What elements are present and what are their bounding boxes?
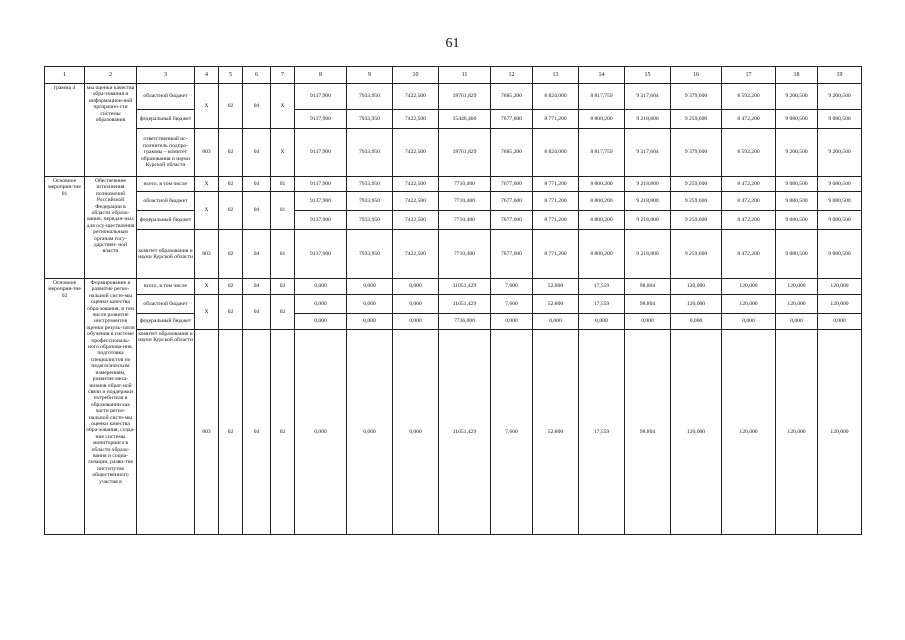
budget-table: [44, 66, 862, 535]
amount-cell: 9137,900: [295, 177, 347, 192]
amount-cell: 17,559: [579, 330, 625, 535]
amount-cell: 120,000: [671, 279, 722, 295]
budget-code-c4: Х: [195, 295, 219, 330]
funding-source: ответственный ис-полнитель подпро-граммы – комитет образования и науки Курской области: [137, 129, 195, 177]
amount-cell: 0,000: [579, 314, 625, 330]
budget-code-c7: 01: [271, 177, 295, 192]
amount-cell: 8 771,200: [533, 177, 579, 192]
funding-source: всего, в том числе: [137, 279, 195, 295]
amount-cell: 9 080,500: [818, 177, 862, 192]
amount-cell: 7685,200: [491, 129, 533, 177]
budget-code-c7: Х: [271, 84, 295, 129]
amount-cell: 0,000: [818, 314, 862, 330]
amount-cell: 9137,900: [295, 230, 347, 279]
amount-cell: 7422,500: [393, 177, 439, 192]
amount-cell: 9 379,600: [671, 129, 722, 177]
column-header: 3: [137, 67, 195, 84]
budget-code-c4: Х: [195, 177, 219, 192]
column-header: 9: [347, 67, 393, 84]
budget-code-c7: 02: [271, 295, 295, 330]
amount-cell: 9 218,800: [625, 192, 671, 211]
amount-cell: 8 800,200: [579, 211, 625, 230]
amount-cell: 9 080,500: [818, 192, 862, 211]
amount-cell: 7933,950: [347, 84, 393, 110]
program-code: грамма 4: [45, 84, 85, 177]
amount-cell: 7,600: [491, 330, 533, 535]
budget-code-c5: 02: [219, 330, 243, 535]
budget-code-c6: 04: [243, 295, 271, 330]
amount-cell: 120,000: [776, 279, 818, 295]
amount-cell: 7422,500: [393, 192, 439, 211]
amount-cell: 0,000: [533, 314, 579, 330]
amount-cell: 9 200,500: [776, 129, 818, 177]
amount-cell: 0,000: [393, 314, 439, 330]
amount-cell: 8 800,200: [579, 110, 625, 129]
amount-cell: 9 218,800: [625, 211, 671, 230]
amount-cell: 18761,829: [439, 129, 491, 177]
table-row: [45, 192, 862, 211]
column-header: 18: [776, 67, 818, 84]
amount-cell: 8 472,200: [722, 192, 776, 211]
amount-cell: 9 259,600: [671, 177, 722, 192]
budget-code-c4: 803: [195, 330, 219, 535]
amount-cell: 9 259,600: [671, 192, 722, 211]
table-row: [45, 211, 862, 230]
amount-cell: 17,559: [579, 295, 625, 314]
page-number: 61: [445, 36, 460, 51]
program-description: Формирование и развитие регио-нальной систе-мы оценки качества обра-зования, в том числе развитие инструментов оценки резуль-татов обучения в системе профессиональ-ного образова-ния, подготовка специалистов по педагогическим измерениям, развитие меха-низмов обрат-ной связи и поддержки потребителя в образовании как части регио-нальной систе-мы оценки качества обра-зования, созда-ние системы мониторинга в области образо-вания и социа-лизации, разви-тие институтов общественного участия в: [85, 279, 137, 535]
amount-cell: 11051,429: [439, 279, 491, 295]
amount-cell: 120,000: [776, 295, 818, 314]
amount-cell: 9 080,500: [776, 110, 818, 129]
funding-source: областной бюджет: [137, 192, 195, 211]
amount-cell: 7710,400: [439, 177, 491, 192]
amount-cell: 9137,900: [295, 110, 347, 129]
amount-cell: 0,000: [295, 279, 347, 295]
table-row: [45, 314, 862, 330]
amount-cell: 7677,600: [491, 177, 533, 192]
budget-code-c5: 02: [219, 192, 243, 230]
amount-cell: 18761,829: [439, 84, 491, 110]
funding-source: всего, в том числе: [137, 177, 195, 192]
column-header: 6: [243, 67, 271, 84]
amount-cell: 11051,429: [439, 330, 491, 535]
amount-cell: 7422,500: [393, 110, 439, 129]
column-header: 12: [491, 67, 533, 84]
table-row: [45, 177, 862, 192]
amount-cell: 120,000: [722, 330, 776, 535]
amount-cell: 7677,600: [491, 230, 533, 279]
amount-cell: 7933,950: [347, 192, 393, 211]
amount-cell: 9 218,800: [625, 177, 671, 192]
column-header: 4: [195, 67, 219, 84]
budget-code-c5: 02: [219, 279, 243, 295]
budget-code-c5: 02: [219, 84, 243, 129]
budget-code-c6: 04: [243, 230, 271, 279]
amount-cell: 0,000: [671, 314, 722, 330]
funding-source: федеральный бюджет: [137, 314, 195, 330]
amount-cell: 7422,500: [393, 211, 439, 230]
budget-code-c7: 02: [271, 279, 295, 295]
amount-cell: 8 800,200: [579, 230, 625, 279]
table-row: [45, 330, 862, 535]
column-header: 13: [533, 67, 579, 84]
amount-cell: 0,000: [776, 314, 818, 330]
budget-code-c5: 02: [219, 177, 243, 192]
amount-cell: 7,600: [491, 295, 533, 314]
column-header: 17: [722, 67, 776, 84]
amount-cell: 52,800: [533, 295, 579, 314]
amount-cell: 120,000: [776, 330, 818, 535]
budget-code-c6: 04: [243, 330, 271, 535]
amount-cell: 9 200,500: [818, 84, 862, 110]
amount-cell: 8 592,200: [722, 84, 776, 110]
amount-cell: 120,000: [818, 279, 862, 295]
funding-source: областной бюджет: [137, 84, 195, 110]
amount-cell: 7677,600: [491, 211, 533, 230]
amount-cell: 9 259,600: [671, 110, 722, 129]
column-header: 8: [295, 67, 347, 84]
amount-cell: 9137,900: [295, 84, 347, 110]
amount-cell: 8 824,000: [533, 129, 579, 177]
amount-cell: 7685,200: [491, 84, 533, 110]
amount-cell: 9 080,500: [818, 211, 862, 230]
amount-cell: 9 080,500: [776, 177, 818, 192]
header-row: [45, 67, 862, 84]
amount-cell: 9 317,604: [625, 129, 671, 177]
column-header: 16: [671, 67, 722, 84]
funding-source: областной бюджет: [137, 295, 195, 314]
budget-code-c5: 02: [219, 129, 243, 177]
amount-cell: 9 317,604: [625, 84, 671, 110]
amount-cell: 7710,400: [439, 192, 491, 211]
table-row: [45, 279, 862, 295]
amount-cell: 7422,500: [393, 84, 439, 110]
budget-code-c4: Х: [195, 84, 219, 129]
amount-cell: 98,804: [625, 279, 671, 295]
budget-code-c6: 04: [243, 177, 271, 192]
amount-cell: 120,000: [818, 295, 862, 314]
program-description: Обеспечение исполнения полномочий Российской Федерации в области образо-вания, передан-ных для осу-ществления региональным органам госу-дарствен- ной власти: [85, 177, 137, 279]
budget-code-c6: 04: [243, 279, 271, 295]
budget-code-c4: Х: [195, 279, 219, 295]
amount-cell: 7710,400: [439, 230, 491, 279]
amount-cell: 120,000: [671, 295, 722, 314]
amount-cell: 9 080,500: [776, 230, 818, 279]
amount-cell: 15446,400: [439, 110, 491, 129]
amount-cell: 9 080,500: [818, 230, 862, 279]
amount-cell: 52,800: [533, 330, 579, 535]
amount-cell: 0,000: [295, 295, 347, 314]
budget-code-c6: 04: [243, 192, 271, 230]
amount-cell: 8 592,200: [722, 129, 776, 177]
column-header: 2: [85, 67, 137, 84]
budget-code-c4: Х: [195, 192, 219, 230]
funding-source: федеральный бюджет: [137, 211, 195, 230]
amount-cell: 9 379,600: [671, 84, 722, 110]
column-header: 5: [219, 67, 243, 84]
amount-cell: 0,000: [491, 314, 533, 330]
amount-cell: 7677,600: [491, 192, 533, 211]
amount-cell: 120,000: [671, 330, 722, 535]
amount-cell: 7422,500: [393, 230, 439, 279]
funding-source: федеральный бюджет: [137, 110, 195, 129]
budget-code-c5: 02: [219, 295, 243, 330]
table-row: [45, 230, 862, 279]
amount-cell: 0,000: [347, 295, 393, 314]
amount-cell: 8 800,200: [579, 192, 625, 211]
amount-cell: 7422,500: [393, 129, 439, 177]
amount-cell: 9137,900: [295, 129, 347, 177]
amount-cell: 9 218,800: [625, 110, 671, 129]
amount-cell: 0,000: [295, 330, 347, 535]
budget-code-c5: 02: [219, 230, 243, 279]
amount-cell: 11051,429: [439, 295, 491, 314]
amount-cell: 0,000: [393, 295, 439, 314]
amount-cell: 0,000: [295, 314, 347, 330]
amount-cell: 8 472,200: [722, 230, 776, 279]
amount-cell: 8 771,200: [533, 230, 579, 279]
amount-cell: 0,000: [625, 314, 671, 330]
column-header: 11: [439, 67, 491, 84]
amount-cell: 9 080,500: [776, 192, 818, 211]
amount-cell: 8 800,200: [579, 177, 625, 192]
program-description: мы оценки качества обра-зования и информацион-ной прозрачно-сти системы образования: [85, 84, 137, 177]
amount-cell: 9 080,500: [776, 211, 818, 230]
budget-code-c7: 01: [271, 230, 295, 279]
funding-source: комитет образования и науки Курской области: [137, 230, 195, 279]
table-row: [45, 84, 862, 110]
amount-cell: 8 472,200: [722, 177, 776, 192]
amount-cell: 120,000: [722, 279, 776, 295]
amount-cell: 0,000: [347, 279, 393, 295]
amount-cell: 7933,950: [347, 177, 393, 192]
amount-cell: 0,000: [393, 279, 439, 295]
amount-cell: 0,000: [347, 330, 393, 535]
amount-cell: 0,000: [347, 314, 393, 330]
table-row: [45, 110, 862, 129]
amount-cell: 17,559: [579, 279, 625, 295]
amount-cell: 8 824,000: [533, 84, 579, 110]
amount-cell: 9 200,500: [818, 129, 862, 177]
budget-code-c7: Х: [271, 129, 295, 177]
amount-cell: 8 817,759: [579, 129, 625, 177]
budget-code-c7: 01: [271, 192, 295, 230]
amount-cell: 0,000: [393, 330, 439, 535]
column-header: 14: [579, 67, 625, 84]
amount-cell: 8 472,200: [722, 110, 776, 129]
amount-cell: 7736,000: [439, 314, 491, 330]
amount-cell: 9 259,600: [671, 230, 722, 279]
amount-cell: 0,000: [722, 314, 776, 330]
amount-cell: 9 218,800: [625, 230, 671, 279]
amount-cell: 120,000: [722, 295, 776, 314]
program-code: Основное мероприя-тие 02: [45, 279, 85, 535]
amount-cell: 9 259,600: [671, 211, 722, 230]
amount-cell: 7933,950: [347, 129, 393, 177]
budget-code-c6: 04: [243, 84, 271, 129]
amount-cell: 9137,900: [295, 211, 347, 230]
column-header: 7: [271, 67, 295, 84]
column-header: 1: [45, 67, 85, 84]
table-row: [45, 295, 862, 314]
amount-cell: 98,804: [625, 330, 671, 535]
amount-cell: 7677,600: [491, 110, 533, 129]
funding-source: комитет образования и науки Курской области: [137, 330, 195, 535]
column-header: 19: [818, 67, 862, 84]
amount-cell: 8 771,200: [533, 192, 579, 211]
column-header: 10: [393, 67, 439, 84]
amount-cell: 8 472,200: [722, 211, 776, 230]
amount-cell: 98,804: [625, 295, 671, 314]
amount-cell: 7933,950: [347, 230, 393, 279]
amount-cell: 52,800: [533, 279, 579, 295]
amount-cell: 8 817,759: [579, 84, 625, 110]
amount-cell: 7710,400: [439, 211, 491, 230]
budget-code-c6: 04: [243, 129, 271, 177]
amount-cell: 9137,900: [295, 192, 347, 211]
budget-code-c7: 02: [271, 330, 295, 535]
amount-cell: 8 771,200: [533, 211, 579, 230]
program-code: Основное мероприя-тие 01: [45, 177, 85, 279]
column-header: 15: [625, 67, 671, 84]
amount-cell: 8 771,200: [533, 110, 579, 129]
budget-code-c4: 803: [195, 230, 219, 279]
amount-cell: 7933,950: [347, 211, 393, 230]
amount-cell: 9 080,500: [818, 110, 862, 129]
budget-code-c4: 803: [195, 129, 219, 177]
amount-cell: 7933,950: [347, 110, 393, 129]
table-row: [45, 129, 862, 177]
amount-cell: 9 200,500: [776, 84, 818, 110]
amount-cell: 7,600: [491, 279, 533, 295]
amount-cell: 120,000: [818, 330, 862, 535]
